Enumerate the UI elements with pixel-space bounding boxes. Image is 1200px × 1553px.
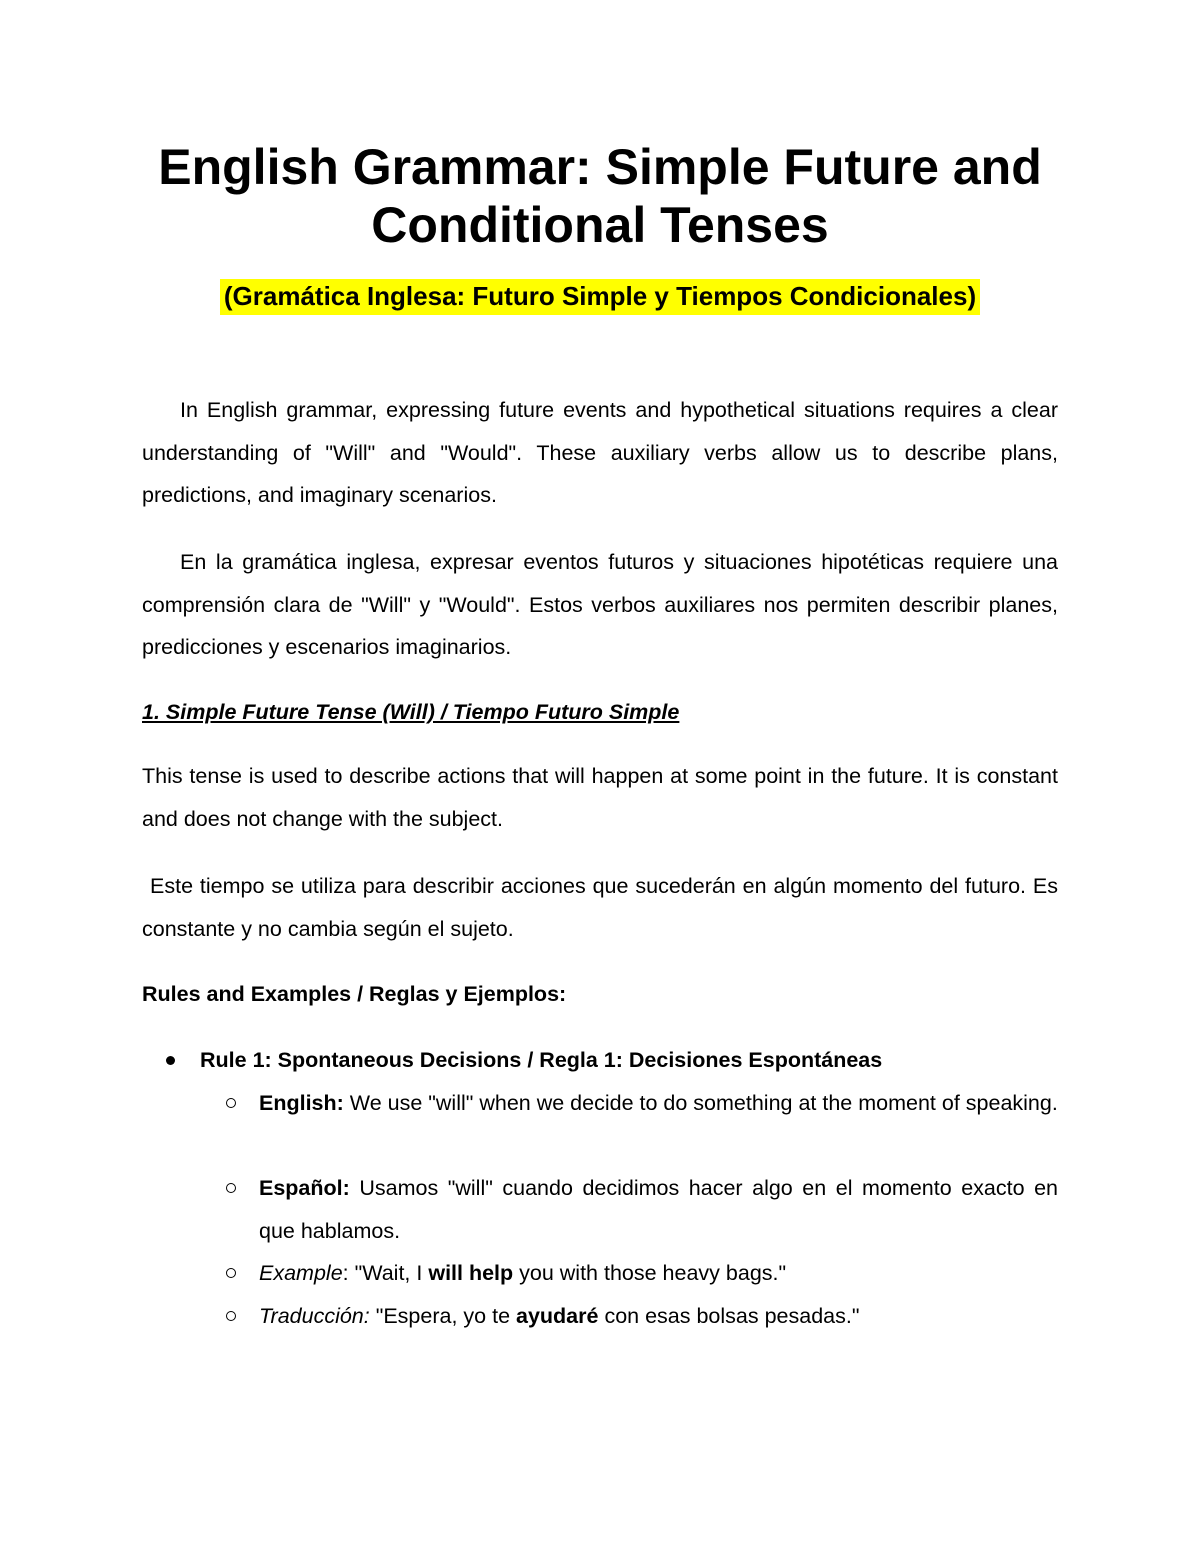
rule-1-english-item xyxy=(259,1082,1058,1125)
english-label: English: xyxy=(259,1091,344,1115)
english-text: We use "will" when we decide to do something at the moment of speaking. xyxy=(343,1091,1058,1115)
intro-paragraph-spanish: En la gramática inglesa, expresar eventos futuros y situaciones hipotéticas requiere una comprensión clara de "Will" y "Would". Estos verbos auxiliares nos permiten describir planes, predicciones y escenarios imaginarios. xyxy=(142,550,1058,659)
section-1-description-spanish: Este tiempo se utiliza para describir acciones que sucederán en algún momento del futuro. Es constante y no cambia según el sujeto. xyxy=(142,874,1058,941)
section-1-heading: 1. Simple Future Tense (Will) / Tiempo Futuro Simple xyxy=(142,700,680,724)
example-text-end: you with those heavy bags." xyxy=(513,1261,787,1285)
hollow-bullet-icon xyxy=(226,1311,236,1321)
hollow-bullet-icon xyxy=(226,1183,236,1193)
title-line-2: Conditional Tenses xyxy=(371,197,829,253)
rule-1-example-item xyxy=(259,1252,1058,1295)
rule-1-spanish-item xyxy=(259,1167,1058,1252)
example-label: Example xyxy=(259,1261,343,1285)
document-title xyxy=(100,138,1100,254)
traduccion-label: Traducción: xyxy=(259,1304,370,1328)
example-text-start: : "Wait, I xyxy=(342,1261,429,1285)
hollow-bullet-icon xyxy=(226,1268,236,1278)
intro-paragraph-english: In English grammar, expressing future events and hypothetical situations requires a clear understanding of "Will" and "Would". These auxiliary verbs allow us to describe plans, predictions, and imaginary scenarios. xyxy=(142,398,1058,507)
rule-1-translation-item xyxy=(259,1295,1058,1338)
example-bold-verb: will help xyxy=(428,1261,514,1285)
section-1-description-english: This tense is used to describe actions that will happen at some point in the future. It is constant and does not change with the subject. xyxy=(142,764,1058,831)
highlighted-subtitle: (Gramática Inglesa: Futuro Simple y Tiempos Condicionales) xyxy=(220,279,980,315)
traduccion-text-start: "Espera, yo te xyxy=(369,1304,516,1328)
title-line-1: English Grammar: Simple Future and xyxy=(158,139,1042,195)
subtitle-block xyxy=(100,275,1100,317)
espanol-text: Usamos "will" cuando decidimos hacer algo en el momento exacto en que hablamos. xyxy=(259,1176,1058,1243)
rule-1-title: Rule 1: Spontaneous Decisions / Regla 1: Decisiones Espontáneas xyxy=(200,1048,883,1072)
traduccion-bold-verb: ayudaré xyxy=(516,1304,599,1328)
filled-bullet-icon xyxy=(166,1056,175,1065)
rules-heading: Rules and Examples / Reglas y Ejemplos: xyxy=(142,982,567,1006)
hollow-bullet-icon xyxy=(226,1098,236,1108)
espanol-label: Español: xyxy=(259,1176,350,1200)
traduccion-text-end: con esas bolsas pesadas." xyxy=(598,1304,860,1328)
